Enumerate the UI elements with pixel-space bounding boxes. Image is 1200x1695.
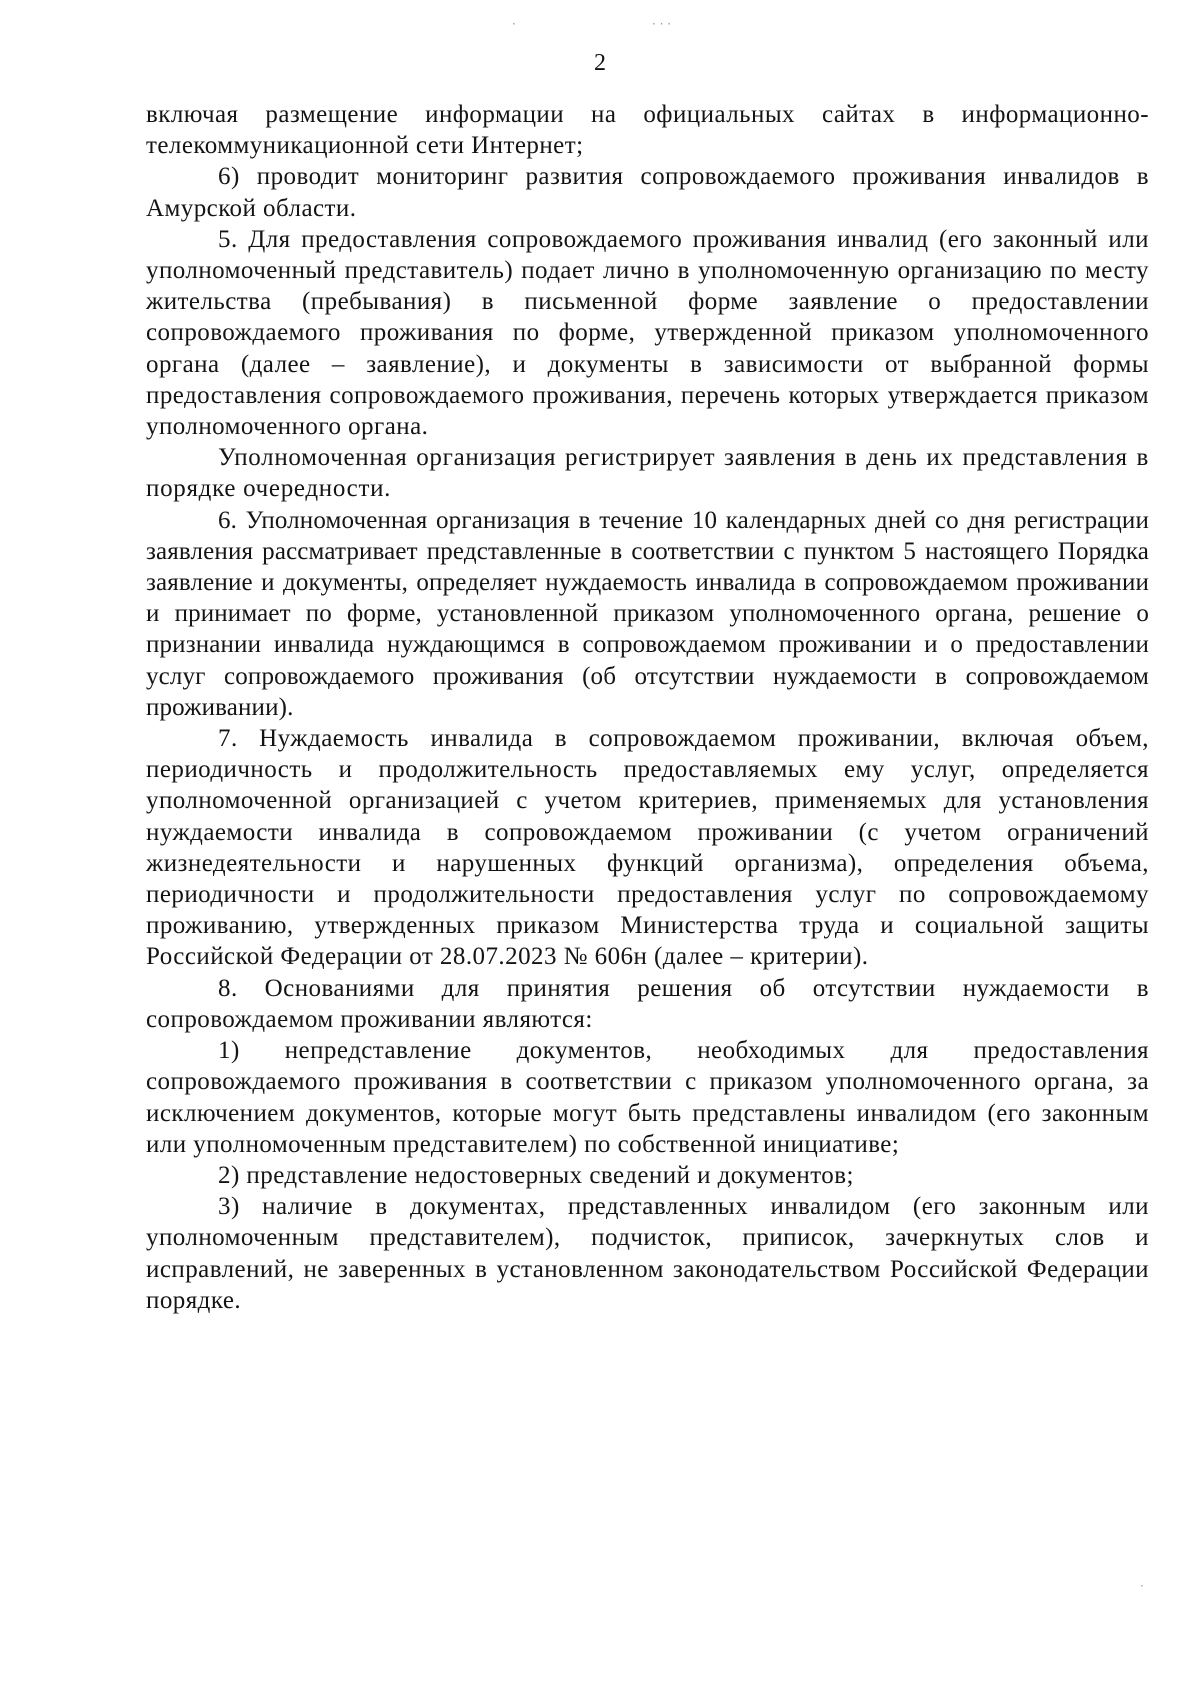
scan-speck: · · · [652,17,672,31]
paragraph-item-6-monitoring: 6) проводит мониторинг развития сопровождаемого проживания инвалидов в Амурской области. [146,163,1149,222]
paragraph-8-item-2: 2) представление недостоверных сведений и документов; [218,1161,854,1189]
paragraph-7: 7. Нуждаемость инвалида в сопровождаемом проживании, включая объем, периодичность и продолжительность предоставляемых ему услуг, определяется уполномоченной организацией с учетом критериев, применяемых для установления нуждаемости инвалида в сопровождаемом проживании (с учетом ограничений жизнедеятельности и нарушенных функций организма), определения объема, периодичности и продолжительности предоставления услуг по сопровождаемому проживанию, утвержденных приказом Министерства труда и социальной защиты Российской Федерации от 28.07.2023 № 606н (далее – критерии). [146,725,1149,971]
page-number: 2 [594,50,606,76]
document-body [146,99,1149,1316]
paragraph-8-item-3: 3) наличие в документах, представленных инвалидом (его законным или уполномоченным представителем), подчисток, приписок, зачеркнутых слов и исправлений, не заверенных в установленном законодательством Российской Федерации порядке. [146,1193,1149,1314]
paragraph-6: 6. Уполномоченная организация в течение 10 календарных дней со дня регистрации заявления рассматривает представленные в соответствии с пунктом 5 настоящего Порядка заявление и документы, определяет нуждаемость инвалида в сопровождаемом проживании и принимает по форме, установленной приказом уполномоченного органа, решение о признании инвалида нуждающимся в сопровождаемом проживании и о предоставлении услуг сопровождаемого проживания (об отсутствии нуждаемости в сопровождаемом проживании). [146,506,1149,721]
paragraph-5: 5. Для предоставления сопровождаемого проживания инвалид (его законный или уполномоченный представитель) подает лично в уполномоченную организацию по месту жительства (пребывания) в письменной форме заявление о предоставлении сопровождаемого проживания по форме, утвержденной приказом уполномоченного органа (далее – заявление), и документы в зависимости от выбранной формы предоставления сопровождаемого проживания, перечень которых утверждается приказом уполномоченного органа. [146,225,1149,441]
paragraph-8: 8. Основаниями для принятия решения об отсутствии нуждаемости в сопровождаемом проживании являются: [146,974,1149,1033]
paragraph-registration: Уполномоченная организация регистрирует заявления в день их представления в порядке очередности. [146,444,1149,503]
scan-speck: · [1140,1579,1144,1593]
paragraph-8-item-1: 1) непредставление документов, необходимых для предоставления сопровождаемого проживания в соответствии с приказом уполномоченного органа, за исключением документов, которые могут быть представлены инвалидом (его законным или уполномоченным представителем) по собственной инициативе; [146,1037,1149,1158]
scan-speck: · [512,17,516,31]
paragraph-continuation: включая размещение информации на официальных сайтах в информационно-телекоммуникационной сети Интернет; [146,101,1149,160]
